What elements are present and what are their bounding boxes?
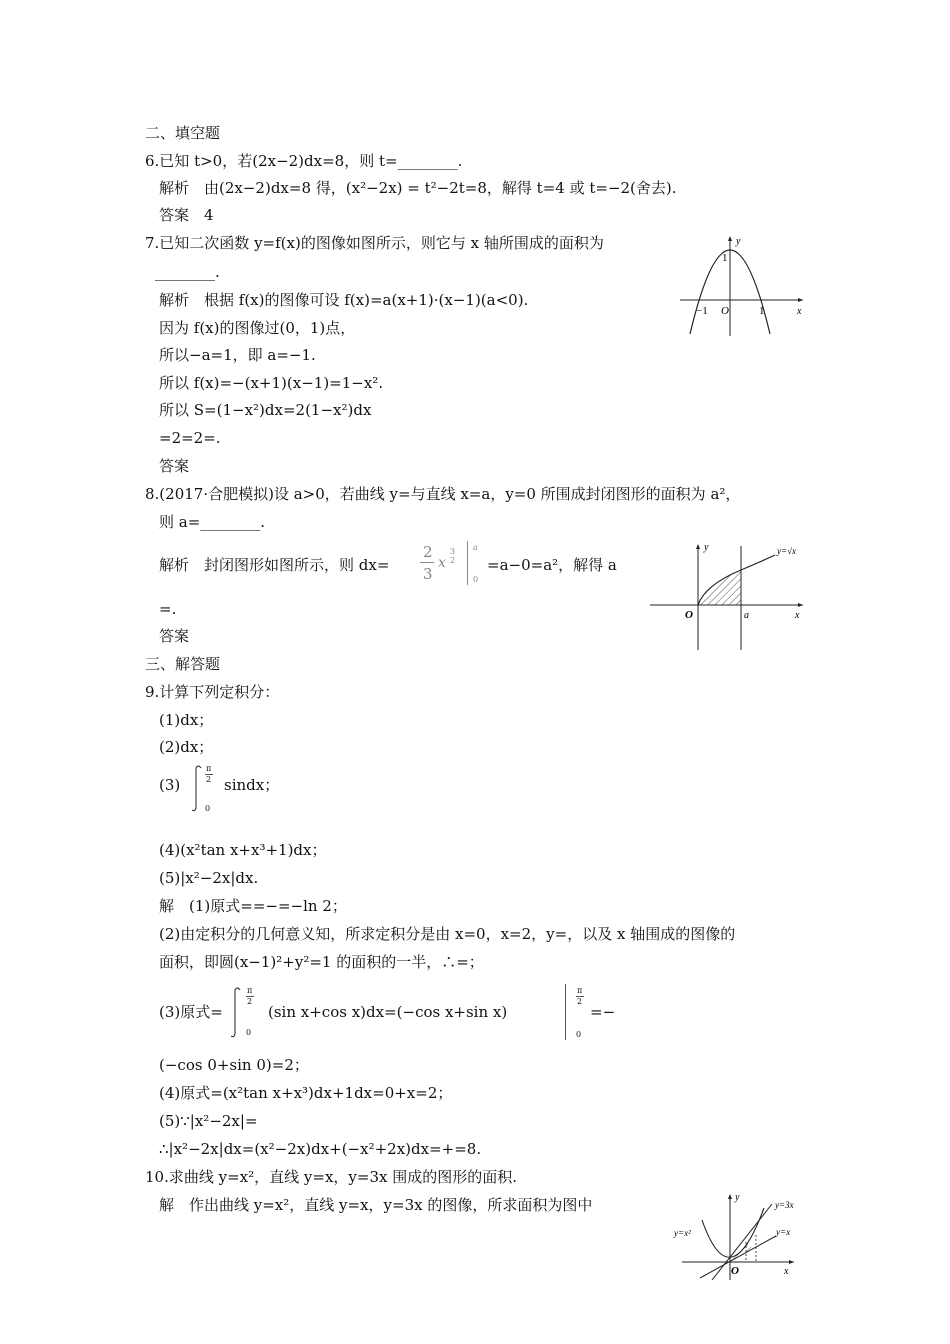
- line-y-3x: [712, 1204, 772, 1280]
- problem-9-solution-3b: (−cos 0+sin 0)=2；: [159, 1056, 309, 1074]
- problem-9-part-4: (4)(x²tan x+x³+1)dx；: [159, 841, 327, 859]
- problem-10: 10.求曲线 y=x²，直线 y=x，y=3x 围成的图形的面积.: [145, 1168, 517, 1186]
- problem-9-solution-4: (4)原式=(x²tan x+x³)dx+1dx=0+x=2；: [159, 1084, 453, 1102]
- problem-8-blank: 则 a=________.: [159, 513, 266, 531]
- fig7-one-x-label: 1: [759, 305, 765, 317]
- upper-limit: a: [473, 543, 478, 552]
- pi-den: 2: [206, 775, 212, 784]
- eval-lower: 0: [576, 1030, 582, 1039]
- parabola-y-x2: [702, 1208, 764, 1257]
- shaded-region: [698, 570, 741, 605]
- fig7-neg1-label: −1: [696, 305, 708, 317]
- pi-num: π: [206, 764, 212, 773]
- sqrt-figure: [645, 540, 815, 652]
- parabola-figure: [675, 232, 810, 340]
- problem-9-solution-2: (2)由定积分的几何意义知，所求定积分是由 x=0，x=2，y=，以及 x 轴围成的图像的: [159, 925, 736, 943]
- problem-10-solution: 解 作出曲线 y=x²，直线 y=x，y=3x 的图像，所求面积为图中: [159, 1196, 593, 1214]
- problem-7: 7.已知二次函数 y=f(x)的图像如图所示，则它与 x 轴所围成的面积为: [145, 234, 604, 252]
- problem-9-solution-1: 解 (1)原式==−=−ln 2；: [159, 897, 347, 915]
- lower-limit: 0: [473, 575, 479, 584]
- problem-8-answer: 答案: [159, 627, 190, 645]
- fig7-y-label: y: [736, 236, 741, 247]
- int-lower-2: 0: [246, 1028, 252, 1037]
- fig10-y-label: y: [735, 1192, 740, 1203]
- problem-9-part-1: (1)dx；: [159, 711, 214, 729]
- problem-7-answer: 答案: [159, 457, 190, 475]
- problem-8-antiderivative: [420, 541, 490, 591]
- problem-7-analysis: 解析 根据 f(x)的图像可设 f(x)=a(x+1)·(x−1)(a<0).: [159, 291, 529, 309]
- problem-8-analysis: 解析 封闭图形如图所示，则 dx=: [159, 556, 390, 574]
- fig10-yx-label: y=x: [776, 1227, 791, 1237]
- integral-sign-sol3: [231, 986, 261, 1040]
- x-arrow-icon-10: [789, 1260, 794, 1264]
- section-heading-solve: 三、解答题: [145, 655, 221, 673]
- fig7-origin-label: O: [721, 305, 729, 317]
- problem-8-analysis-cont: =a−0=a²，解得 a: [487, 556, 617, 574]
- problem-7-step-1: 因为 f(x)的图像过(0，1)点，: [159, 319, 356, 337]
- problem-6: 6.已知 t>0，若(2x−2)dx=8，则 t=________.: [145, 152, 463, 170]
- pi-num-3: π: [577, 986, 583, 995]
- problem-7-step-2: 所以−a=1，即 a=−1.: [159, 346, 316, 364]
- problem-9-solution-3-label: (3)原式=: [159, 1003, 223, 1021]
- problem-9-solution-5: (5)∵|x²−2x|=: [159, 1112, 258, 1130]
- fig10-yx2-label: y=x²: [674, 1228, 691, 1238]
- fig8-x-label: x: [795, 610, 800, 621]
- problem-7-step-4: 所以 S=(1−x²)dx=2(1−x²)dx: [159, 401, 372, 419]
- y-arrow-icon-10: [728, 1194, 732, 1199]
- exp-den: 2: [450, 556, 456, 565]
- x-arrow-icon-8: [798, 603, 803, 607]
- fig8-y-label: y: [704, 542, 709, 553]
- problem-9-part-5: (5)|x²−2x|dx.: [159, 869, 259, 887]
- x-arrow-icon: [798, 298, 803, 302]
- fig10-y3x-label: y=3x: [775, 1200, 794, 1210]
- fig7-x-label: x: [797, 306, 802, 317]
- problem-7-step-5: =2=2=.: [159, 429, 221, 447]
- problem-8-result: =.: [159, 600, 177, 618]
- three-curves-figure: [672, 1190, 812, 1282]
- problem-6-analysis: 解析 由(2x−2)dx=8 得，(x²−2x) = t²−2t=8，解得 t=4 或 t=−2(舍去).: [159, 179, 677, 197]
- problem-9-part-3-label: (3): [159, 776, 181, 794]
- problem-9-solution-2b: 面积，即圆(x−1)²+y²=1 的面积的一半，∴=；: [159, 953, 484, 971]
- problem-7-blank: ________.: [155, 263, 220, 281]
- pi-num-2: π: [247, 986, 253, 995]
- fig10-x-label: x: [784, 1266, 789, 1277]
- problem-9-solution-5b: ∴|x²−2x|dx=(x²−2x)dx+(−x²+2x)dx=+=8.: [159, 1140, 482, 1158]
- y-arrow-icon-8: [696, 544, 700, 549]
- fig8-a-label: a: [744, 610, 749, 621]
- problem-7-step-3: 所以 f(x)=−(x+1)(x−1)=1−x².: [159, 374, 384, 392]
- frac-den: 3: [423, 565, 433, 583]
- problem-9-part-3: sindx；: [224, 776, 280, 794]
- fig8-curve-label: y=√x: [777, 546, 797, 556]
- problem-9-part-2: (2)dx；: [159, 738, 214, 756]
- frac-num: 2: [423, 543, 433, 561]
- x-base: x: [438, 555, 446, 571]
- problem-8: 8.(2017·合肥模拟)设 a>0，若曲线 y=与直线 x=a，y=0 所围成封闭图形的面积为 a²，: [145, 485, 741, 503]
- pi-den-3: 2: [577, 997, 583, 1006]
- exp-num: 3: [450, 547, 456, 556]
- pi-den-2: 2: [247, 997, 253, 1006]
- fig10-origin-label: O: [731, 1265, 739, 1277]
- y-arrow-icon: [728, 236, 732, 241]
- int-lower: 0: [205, 804, 211, 813]
- problem-9: 9.计算下列定积分：: [145, 683, 280, 701]
- problem-9-solution-3-cont: =−: [590, 1003, 616, 1021]
- problem-9-solution-3: (sin x+cos x)dx=(−cos x+sin x): [268, 1003, 508, 1021]
- fig7-one-label: 1: [722, 252, 728, 264]
- problem-6-answer: 答案 4: [159, 206, 214, 224]
- fig8-origin-label: O: [685, 609, 693, 621]
- integral-sign-part3: [192, 764, 222, 814]
- section-heading-fill: 二、填空题: [145, 124, 221, 142]
